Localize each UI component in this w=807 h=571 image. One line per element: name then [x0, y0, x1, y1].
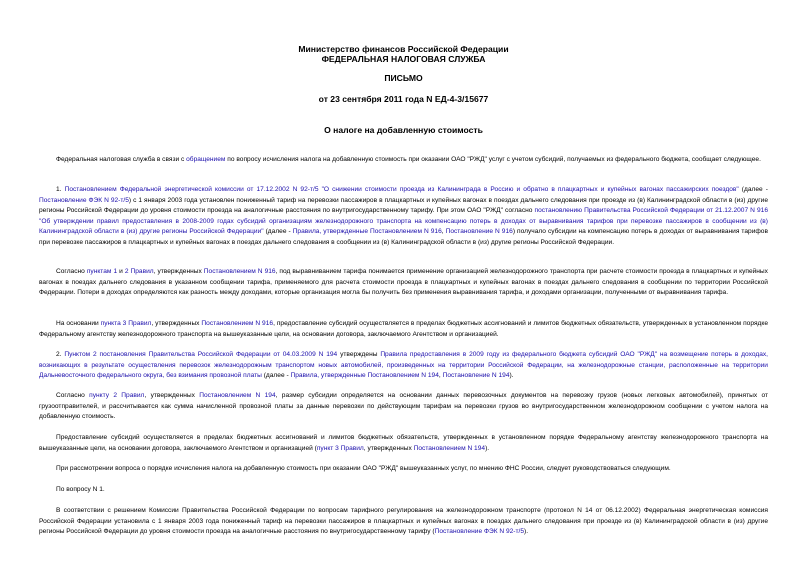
- link-items-1[interactable]: пунктам 1: [86, 268, 118, 275]
- link-item-3-rules[interactable]: пункта 3 Правил: [100, 320, 152, 327]
- link-194-b[interactable]: Постановлением N 194: [413, 444, 486, 452]
- link-fek-92-short[interactable]: Постановление ФЭК N 92-т/5: [39, 196, 129, 204]
- paragraph-5: Согласно пункту 2 Правил, утвержденных Постановлением N 194, размер субсидии определяется на основании данных перевозочных документов на перевозку грузов (новых легковых автомобилей), принятых от грузоотправителей, и рассчитывается как сумма начисленной провозной платы за данные перевозки по действующим тарифам на перевозки грузов во внутригосударственном железнодорожном сообщении с учетом налога на добавленную стоимость.: [39, 392, 769, 420]
- doc-date: от 23 сентября 2011 года N ЕД-4-3/15677: [318, 94, 489, 104]
- link-item-2-194[interactable]: Пунктом 2 постановления Правительства Российской Федерации от 04.03.2009 N 194: [64, 351, 338, 358]
- link-item-3-rules-194[interactable]: пункт 3 Правил: [316, 444, 364, 452]
- link-rules-2009[interactable]: Правила предоставления в 2009 году из федерального бюджета субсидий ОАО "РЖД" на возмещение потерь в доходах, возникающих в результате осуществления перевозок железнодорожным транспортом новых автомобилей, произведенных на территории Российской Федерации, на железнодорожные станции, расположенные на территории Дальневосточного федерального округа, без взимания провозной платы: [39, 351, 768, 379]
- doc-type: ПИСЬМО: [384, 73, 423, 83]
- paragraph-6: Предоставление субсидий осуществляется в пределах бюджетных ассигнований и лимитов бюджетных обязательств, утвержденных в установленном порядке Федеральному агентству железнодорожного транспорта на вышеуказанные цели, на основании договора, заключаемого Агентством и организацией (пункт 3 Правил, утвержденных Постановлением N 194).: [39, 434, 768, 452]
- link-916-b[interactable]: Постановлением N 916: [201, 320, 274, 327]
- link-194[interactable]: Постановлением N 194: [199, 392, 276, 399]
- paragraph-8: В соответствии с решением Комиссии Правительства Российской Федерации по вопросам тарифного регулирования на железнодорожном транспорте (протокол N 14 от 06.12.2002) Федеральная энергетическая комиссия Российской Федерации установила с 1 января 2003 года пониженный тариф на перевозки пассажиров в плацкартных и купейных вагонах в поездах дальнего следования при проезде из (в) Калининградской области в (из) другие регионы Российской Федерации до уровня стоимости проезда на аналогичные расстояния по внутригосударственному тарифу (Постановление ФЭК N 92-т/5).: [39, 507, 768, 535]
- ministry-name: Министерство финансов Российской Федерации: [298, 44, 509, 54]
- paragraph-7: При рассмотрении вопроса о порядке исчисления налога на добавленную стоимость при оказании ОАО "РЖД" вышеуказанных услуг, по мнению ФНС России, следует руководствоваться следующим.: [56, 465, 671, 472]
- link-fek-92[interactable]: Постановлением Федеральной энергетической комиссии от 17.12.2002 N 92-т/5 "О снижении стоимости проезда из Калининграда в Россию и обратно в плацкартных и купейных вагонах пассажирских поездов": [64, 186, 739, 193]
- link-postanovlenie-916[interactable]: постановлению Правительства Российской Федерации от 21.12.2007 N 916 "Об утверждении правил предоставления в 2008-2009 годах субсидий организациям железнодорожного транспорта на компенсацию потерь в доходах от выравнивания тарифов при перевозке пассажиров в сообщении из (в) Калининградской области в (из) другие регионы Российской Федерации": [39, 207, 768, 235]
- paragraph-intro: Федеральная налоговая служба в связи с обращением по вопросу исчисления налога на добавленную стоимость при оказании ОАО "РЖД" услуг с учетом субсидий, получаемых из федерального бюджета, сообщает следующее.: [56, 156, 761, 163]
- link-194-short[interactable]: Постановление N 194: [442, 372, 510, 379]
- paragraph-3: На основании пункта 3 Правил, утвержденных Постановлением N 916, предоставление субсидий осуществляется в пределах бюджетных ассигнований и лимитов бюджетных обязательств, утвержденных в установленном порядке Федеральному агентству железнодорожного транспорта на вышеуказанные цели, на основании договора, заключаемого Агентством и организацией.: [39, 320, 768, 338]
- paragraph-question-1: По вопросу N 1.: [56, 486, 105, 493]
- service-name: ФЕДЕРАЛЬНАЯ НАЛОГОВАЯ СЛУЖБА: [321, 54, 486, 64]
- link-rules-916[interactable]: Правила, утвержденные Постановлением N 916: [292, 228, 442, 235]
- link-rules-194[interactable]: Правила, утвержденные Постановлением N 194: [290, 372, 439, 379]
- paragraph-2: Согласно пунктам 1 и 2 Правил, утвержденных Постановлением N 916, под выравниванием тарифа понимается применение организацией железнодорожного транспорта при расчете стоимости проезда в плацкартных и купейных вагонах в поездах дальнего следования в указанном сообщении тарифа, применяемого для расчета стоимости проезда в плацкартных и купейных вагонах в поездах дальнего следования в сообщении по территории Российской Федерации. Потери в доходах определяются как разность между доходами, которые организация могла бы получить без применения выравнивания тарифа, и доходами организации, полученными от выравнивания тарифа.: [39, 268, 768, 296]
- link-item-2-rules[interactable]: пункту 2 Правил: [89, 392, 145, 399]
- paragraph-4: 2. Пунктом 2 постановления Правительства Российской Федерации от 04.03.2009 N 194 утверждены Правила предоставления в 2009 году из федерального бюджета субсидий ОАО "РЖД" на возмещение потерь в доходах, возникающих в результате осуществления перевозок железнодорожным транспортом новых автомобилей, произведенных на территории Российской Федерации, на железнодорожные станции, расположенные на территории Дальневосточного федерального округа, без взимания провозной платы (далее - Правила, утвержденные Постановлением N 194, Постановление N 194).: [39, 351, 768, 379]
- link-916[interactable]: Постановлением N 916: [203, 268, 276, 275]
- link-rules-2[interactable]: 2 Правил: [124, 268, 154, 275]
- link-916-short[interactable]: Постановление N 916: [445, 228, 513, 235]
- paragraph-1: 1. Постановлением Федеральной энергетической комиссии от 17.12.2002 N 92-т/5 "О снижении стоимости проезда из Калининграда в Россию и обратно в плацкартных и купейных вагонах пассажирских поездов" (далее - Постановление ФЭК N 92-т/5) с 1 января 2003 года установлен пониженный тариф на перевозки пассажиров в плацкартных и купейных вагонах в поездах дальнего следования при проезде из (в) Калининградской области в (из) другие регионы Российской Федерации до уровня стоимости проезда на аналогичные расстояния по внутригосударственному тарифу. При этом ОАО "РЖД" согласно постановлению Правительства Российской Федерации от 21.12.2007 N 916 "Об утверждении правил предоставления в 2008-2009 годах субсидий организациям железнодорожного транспорта на компенсацию потерь в доходах от выравнивания тарифов при перевозке пассажиров в сообщении из (в) Калининградской области в (из) другие регионы Российской Федерации" (далее - Правила, утвержденные Постановлением N 916, Постановление N 916) получало субсидии на компенсацию потерь в доходах от выравнивания тарифов при перевозке пассажиров в плацкартных и купейных вагонах в поездах дальнего следования в сообщении из (в) Калининградской области в (из) другие регионы Российской Федерации.: [39, 186, 768, 246]
- link-appeal[interactable]: обращением: [186, 156, 226, 163]
- link-fek-92-end[interactable]: Постановление ФЭК N 92-т/5: [434, 528, 525, 535]
- doc-subject: О налоге на добавленную стоимость: [324, 125, 483, 135]
